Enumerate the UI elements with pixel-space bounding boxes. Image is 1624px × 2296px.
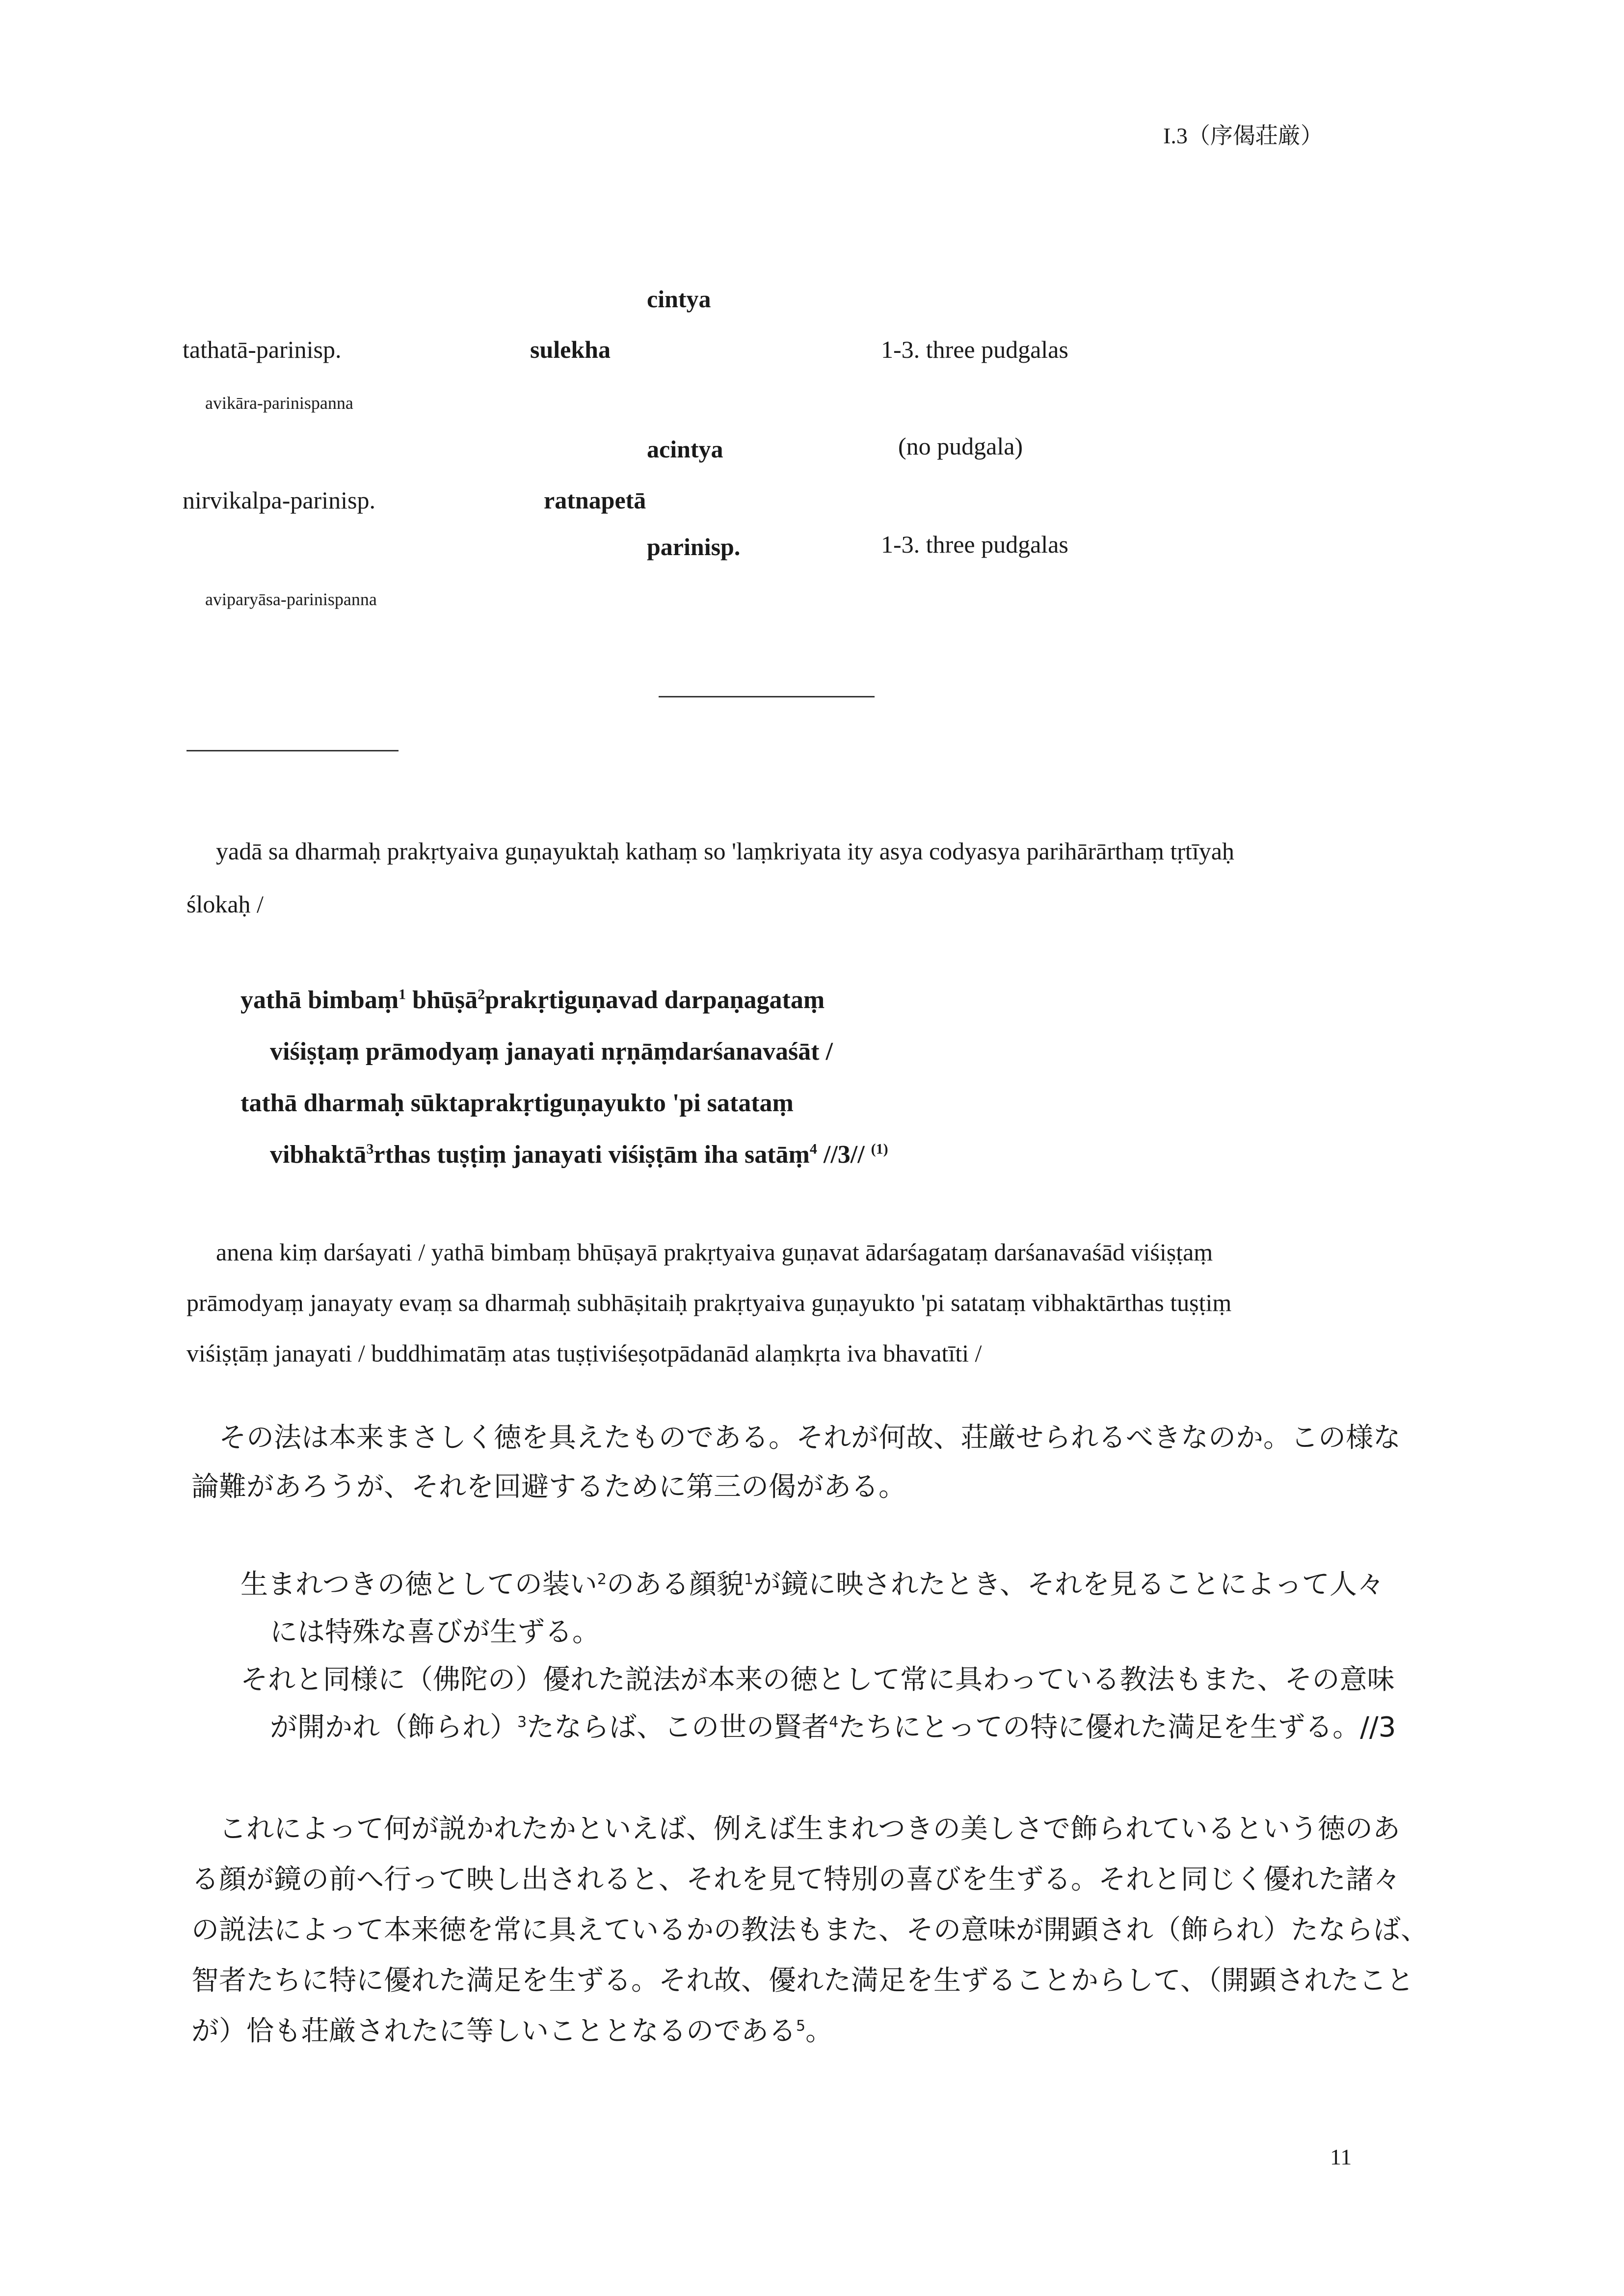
diagram-three-pudgalas-2: 1-3. three pudgalas: [881, 531, 1068, 558]
diagram-cintya: cintya: [647, 285, 711, 313]
verse-line-4: vibhaktā$^3$rthas tuṣṭiṃ janayati viśiṣṭām iha satāṃ$^4$ //3// $^{(1)}$: [270, 1141, 888, 1169]
japanese-commentary: [191, 1804, 1428, 2056]
diagram-tathata: tathatā-parinisp.: [183, 336, 342, 363]
jp-commentary-line: 智者たちに特に優れた満足を生ずる。それ故、優れた満足を生ずることからして、（開顕されたこと: [191, 1965, 1414, 1997]
diagram-rule: [659, 696, 875, 697]
verse-line-3: tathā dharmaḥ sūktaprakṛtiguṇayukto 'pi satataṃ: [240, 1089, 794, 1117]
diagram-avikara: avikāra-parinispanna: [205, 393, 353, 413]
jp-verse-line-4: が開かれ（飾られ）$^3$たならば、この世の賢者$^4$たちにとっての特に優れた満足を生ずる。//3: [270, 1711, 1396, 1743]
running-header: I.3（序偈荘厳）: [1163, 123, 1323, 148]
japanese-intro: [191, 1414, 1401, 1512]
diagram-no-pudgala: (no pudgala): [898, 432, 1023, 460]
sanskrit-intro: [186, 825, 1374, 931]
verse-line-1: yathā bimbaṃ$^1$ bhūṣā$^2$prakṛtiguṇavad darpaṇagataṃ: [240, 986, 825, 1014]
intro-line: ślokaḥ /: [186, 890, 264, 918]
jp-intro-line: その法は本来まさしく徳を具えたものである。それが何故、荘厳せられるべきなのか。この様な: [219, 1422, 1401, 1454]
section-rule: [186, 750, 399, 751]
commentary-line: viśiṣṭāṃ janayati / buddhimatāṃ atas tuṣṭiviśeṣotpādanād alaṃkṛta iva bhavatīti /: [186, 1339, 982, 1367]
commentary-line: prāmodyaṃ janayaty evaṃ sa dharmaḥ subhāṣitaiḥ prakṛtyaiva guṇayukto 'pi satataṃ vibhaktārthas tuṣṭiṃ: [186, 1289, 1232, 1316]
diagram-acintya: acintya: [647, 435, 723, 463]
sanskrit-commentary: [186, 1227, 1374, 1379]
diagram-three-pudgalas-1: 1-3. three pudgalas: [881, 336, 1068, 363]
diagram-parinisp: parinisp.: [647, 533, 741, 561]
verse-line-2: viśiṣṭaṃ prāmodyaṃ janayati nṛṇāṃdarśanavaśāt /: [270, 1038, 833, 1066]
jp-verse-line-3: それと同様に（佛陀の）優れた説法が本来の徳として常に具わっている教法もまた、その意味: [240, 1664, 1395, 1696]
page-number: 11: [1330, 2144, 1352, 2169]
sanskrit-verse: [240, 974, 888, 1180]
jp-commentary-line: る顔が鏡の前へ行って映し出されると、それを見て特別の喜びを生ずる。それと同じく優れた諸々: [191, 1864, 1401, 1896]
commentary-line: anena kiṃ darśayati / yathā bimbaṃ bhūṣayā prakṛtyaiva guṇavat ādarśagataṃ darśanavaśād viśiṣṭaṃ: [216, 1238, 1213, 1266]
jp-commentary-line: の説法によって本来徳を常に具えているかの教法もまた、その意味が開顕され（飾られ）たならば、: [191, 1914, 1428, 1946]
jp-commentary-line: が）恰も荘厳されたに等しいこととなるのである$^5$。: [191, 2015, 833, 2047]
jp-intro-line: 論難があろうが、それを回避するために第三の偈がある。: [191, 1471, 906, 1503]
diagram-ratnapeta: ratnapetā: [544, 486, 646, 514]
diagram-sulekha: sulekha: [530, 336, 611, 363]
jp-verse-line-2: には特殊な喜びが生ずる。: [270, 1616, 600, 1648]
jp-commentary-line: これによって何が説かれたかといえば、例えば生まれつきの美しさで飾られているという徳のあ: [219, 1813, 1400, 1845]
jp-verse-line-1: 生まれつきの徳としての装い$^2$のある顔貌$^1$が鏡に映されたとき、それを見ることによって人々: [240, 1569, 1384, 1601]
intro-line: yadā sa dharmaḥ prakṛtyaiva guṇayuktaḥ kathaṃ so 'laṃkriyata ity asya codyasya parihārārthaṃ tṛtīyaḥ: [216, 837, 1234, 865]
japanese-verse: [240, 1561, 1396, 1751]
diagram-nirvikalpa: nirvikalpa-parinisp.: [183, 486, 375, 514]
diagram-aviparyasa: aviparyāsa-parinispanna: [205, 589, 377, 609]
